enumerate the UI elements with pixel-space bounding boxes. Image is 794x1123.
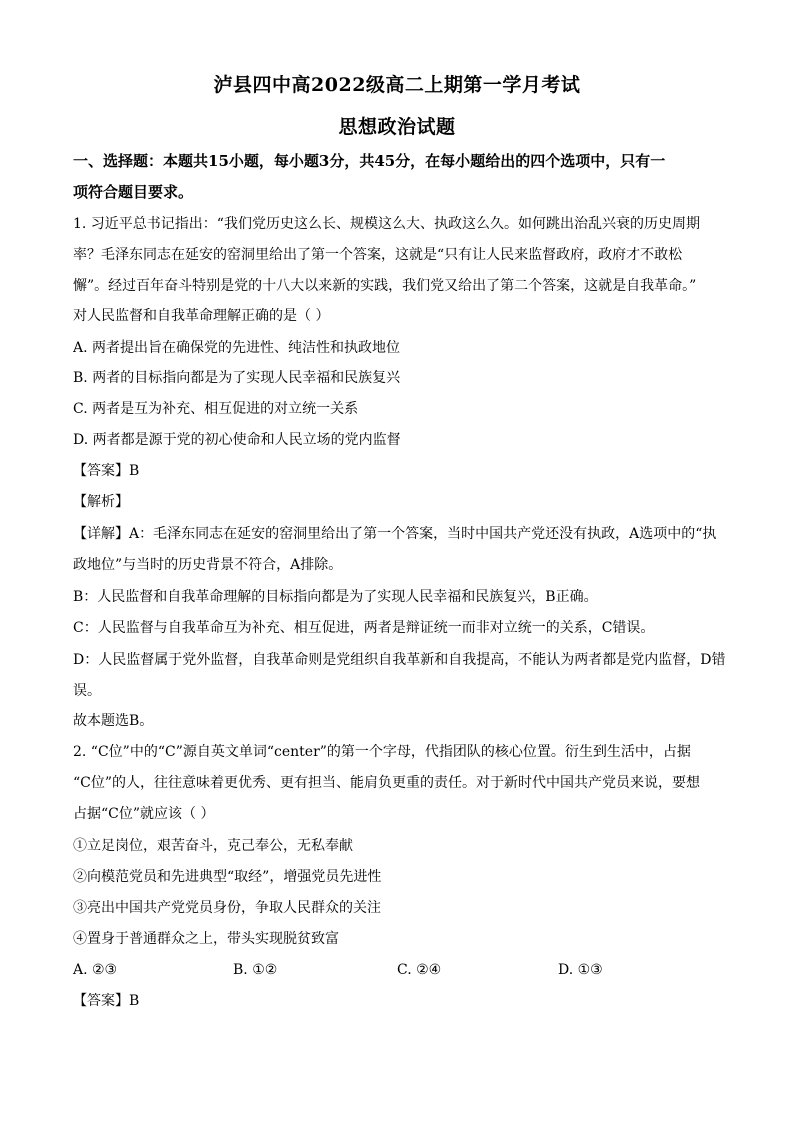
q2-item-1: ①立足岗位，艰苦奋斗，克己奉公，无私奉献 <box>73 838 353 854</box>
q2-option-c: C. ②④ <box>397 962 442 978</box>
q2-option-b: B. ①② <box>233 962 278 978</box>
q1-detail-line6: 误。 <box>73 683 101 699</box>
q1-option-b: B. 两者的目标指向都是为了实现人民幸福和民族复兴 <box>73 370 401 386</box>
q1-detail-line2: 政地位”与当时的历史背景不符合，A排除。 <box>73 557 343 573</box>
q1-answer: 【答案】B <box>73 463 140 479</box>
q1-analysis-label: 【解析】 <box>73 494 129 510</box>
q2-item-3: ③亮出中国共产党党员身份，争取人民群众的关注 <box>73 900 381 916</box>
q2-item-4: ④置身于普通群众之上，带头实现脱贫致富 <box>73 931 339 947</box>
q1-stem-line2: 率？毛泽东同志在延安的窑洞里给出了第一个答案，这就是“只有让人民来监督政府，政府才不敢松 <box>73 247 683 263</box>
q2-stem-line3: 占据“C位”就应该（ ） <box>73 806 215 822</box>
q1-conclusion: 故本题选B。 <box>73 713 154 729</box>
q2-stem-line2: “C位”的人，往往意味着更优秀、更有担当、能肩负更重的责任。对于新时代中国共产党员来说，要想 <box>73 775 701 791</box>
q2-option-a: A. ②③ <box>73 962 118 978</box>
q1-stem-line3: 懈”。经过百年奋斗特别是党的十八大以来新的实践，我们党又给出了第二个答案，这就是自我革命。” <box>73 278 697 294</box>
q1-stem-line1: 1. 习近平总书记指出：“我们党历史这么长、规模这么大、执政这么久。如何跳出治乱兴衰的历史周期 <box>73 216 700 232</box>
q1-option-c: C. 两者是互为补充、相互促进的对立统一关系 <box>73 401 359 417</box>
exam-title: 泸县四中高2022级高二上期第一学月考试 <box>213 74 581 96</box>
q1-stem-line4: 对人民监督和自我革命理解正确的是（ ） <box>73 308 330 324</box>
q2-answer: 【答案】B <box>73 993 140 1009</box>
q1-detail-line1: 【详解】A：毛泽东同志在延安的窑洞里给出了第一个答案，当时中国共产党还没有执政，A选项中的“执 <box>73 526 717 542</box>
q2-option-d: D. ①③ <box>558 962 603 978</box>
q1-detail-line4: C：人民监督与自我革命互为补充、相互促进，两者是辩证统一而非对立统一的关系，C错误。 <box>73 620 655 636</box>
q2-stem-line1: 2. “C位”中的“C”源自英文单词“center”的第一个字母，代指团队的核心位置。衍生到生活中，占据 <box>73 744 691 760</box>
section-heading-line1: 一、选择题：本题共15小题，每小题3分，共45分，在每小题给出的四个选项中，只有一 <box>73 152 666 170</box>
q1-option-a: A. 两者提出旨在确保党的先进性、纯洁性和执政地位 <box>73 340 401 356</box>
section-heading-line2: 项符合题目要求。 <box>73 183 194 201</box>
q1-detail-line5: D：人民监督属于党外监督，自我革命则是党组织自我革新和自我提高，不能认为两者都是党内监督，D错 <box>73 652 726 668</box>
q2-item-2: ②向模范党员和先进典型“取经”，增强党员先进性 <box>73 869 382 885</box>
q1-option-d: D. 两者都是源于党的初心使命和人民立场的党内监督 <box>73 432 401 448</box>
exam-subtitle: 思想政治试题 <box>338 116 456 138</box>
q1-detail-line3: B：人民监督和自我革命理解的目标指向都是为了实现人民幸福和民族复兴，B正确。 <box>73 589 598 605</box>
